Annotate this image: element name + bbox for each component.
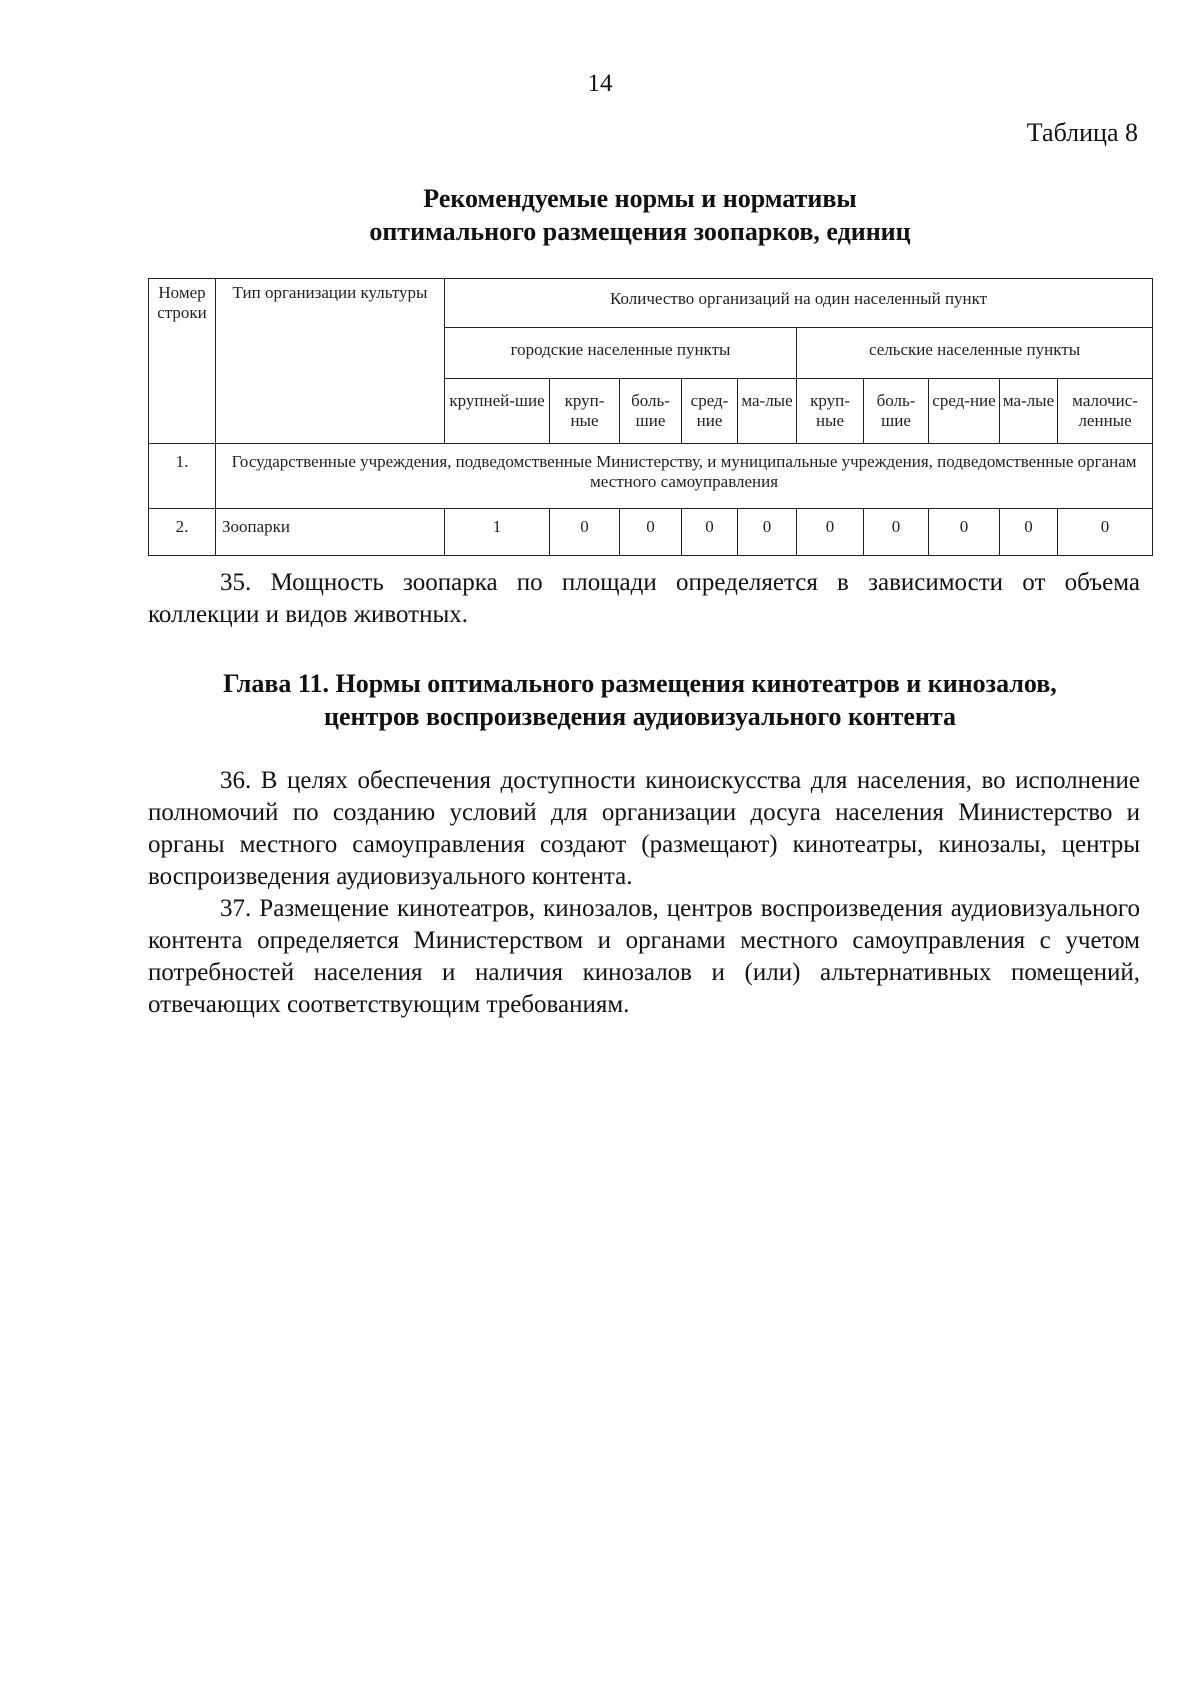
table-title (0, 182, 1200, 248)
table-row (149, 509, 1153, 556)
table-label: Таблица 8 (1026, 118, 1138, 147)
header-rural-col: ма-лые (1000, 379, 1058, 444)
header-urban-col: ма-лые (738, 379, 797, 444)
table-cell: 1 (445, 509, 550, 556)
header-urban-col: круп-ные (550, 379, 620, 444)
paragraph-35-block (148, 567, 1140, 631)
row-org-type: Зоопарки (216, 509, 445, 556)
header-urban-col: боль-шие (620, 379, 682, 444)
chapter-title (0, 667, 1200, 733)
table-cell: 0 (864, 509, 929, 556)
header-rural-col: малочис-ленные (1058, 379, 1153, 444)
paragraph-37: 37. Размещение кинотеатров, кинозалов, центров воспроизведения аудиовизуального контента определяется Министерством и органами местного самоуправления с учетом потребностей населения и наличия кинозалов и (или) альтернативных помещений, отвечающих соответствующим требованиям. (148, 895, 1140, 1018)
header-rural: сельские населенные пункты (797, 328, 1153, 379)
row-number: 2. (149, 509, 216, 556)
row-group-text: Государственные учреждения, подведомственные Министерству, и муниципальные учреждения, подведомственные органам местного самоуправления (216, 444, 1153, 509)
header-rural-col: сред-ние (929, 379, 1000, 444)
paragraph-36: 36. В целях обеспечения доступности киноискусства для населения, во исполнение полномочий по созданию условий для организации досуга населения Министерство и органы местного самоуправления создают (размещают) кинотеатры, кинозалы, центры воспроизведения аудиовизуального контента. (148, 767, 1140, 890)
header-org-count: Количество организаций на один населенный пункт (445, 279, 1153, 328)
norms-table (148, 278, 1153, 556)
chapter-title-line: Глава 11. Нормы оптимального размещения кинотеатров и кинозалов, (223, 669, 1057, 698)
table-cell: 0 (929, 509, 1000, 556)
paragraph-35: 35. Мощность зоопарка по площади определяется в зависимости от объема коллекции и видов животных. (148, 569, 1140, 628)
table-cell: 0 (738, 509, 797, 556)
header-urban: городские населенные пункты (445, 328, 797, 379)
table-cell: 0 (1000, 509, 1058, 556)
table-cell: 0 (682, 509, 738, 556)
page-number: 14 (587, 70, 613, 97)
header-rural-col: боль-шие (864, 379, 929, 444)
header-rural-col: круп-ные (797, 379, 864, 444)
table-cell: 0 (620, 509, 682, 556)
table-row (149, 444, 1153, 509)
table-title-line: Рекомендуемые нормы и нормативы (423, 184, 857, 213)
header-row-number: Номер строки (149, 279, 216, 444)
table-title-line: оптимального размещения зоопарков, единиц (369, 217, 911, 246)
table-cell: 0 (1058, 509, 1153, 556)
paragraphs-block (148, 765, 1140, 1021)
header-org-type: Тип организации культуры (216, 279, 445, 444)
chapter-title-line: центров воспроизведения аудиовизуального контента (324, 702, 956, 731)
table-cell: 0 (797, 509, 864, 556)
header-urban-col: сред-ние (682, 379, 738, 444)
header-urban-col: крупней-шие (445, 379, 550, 444)
row-number: 1. (149, 444, 216, 509)
table-cell: 0 (550, 509, 620, 556)
